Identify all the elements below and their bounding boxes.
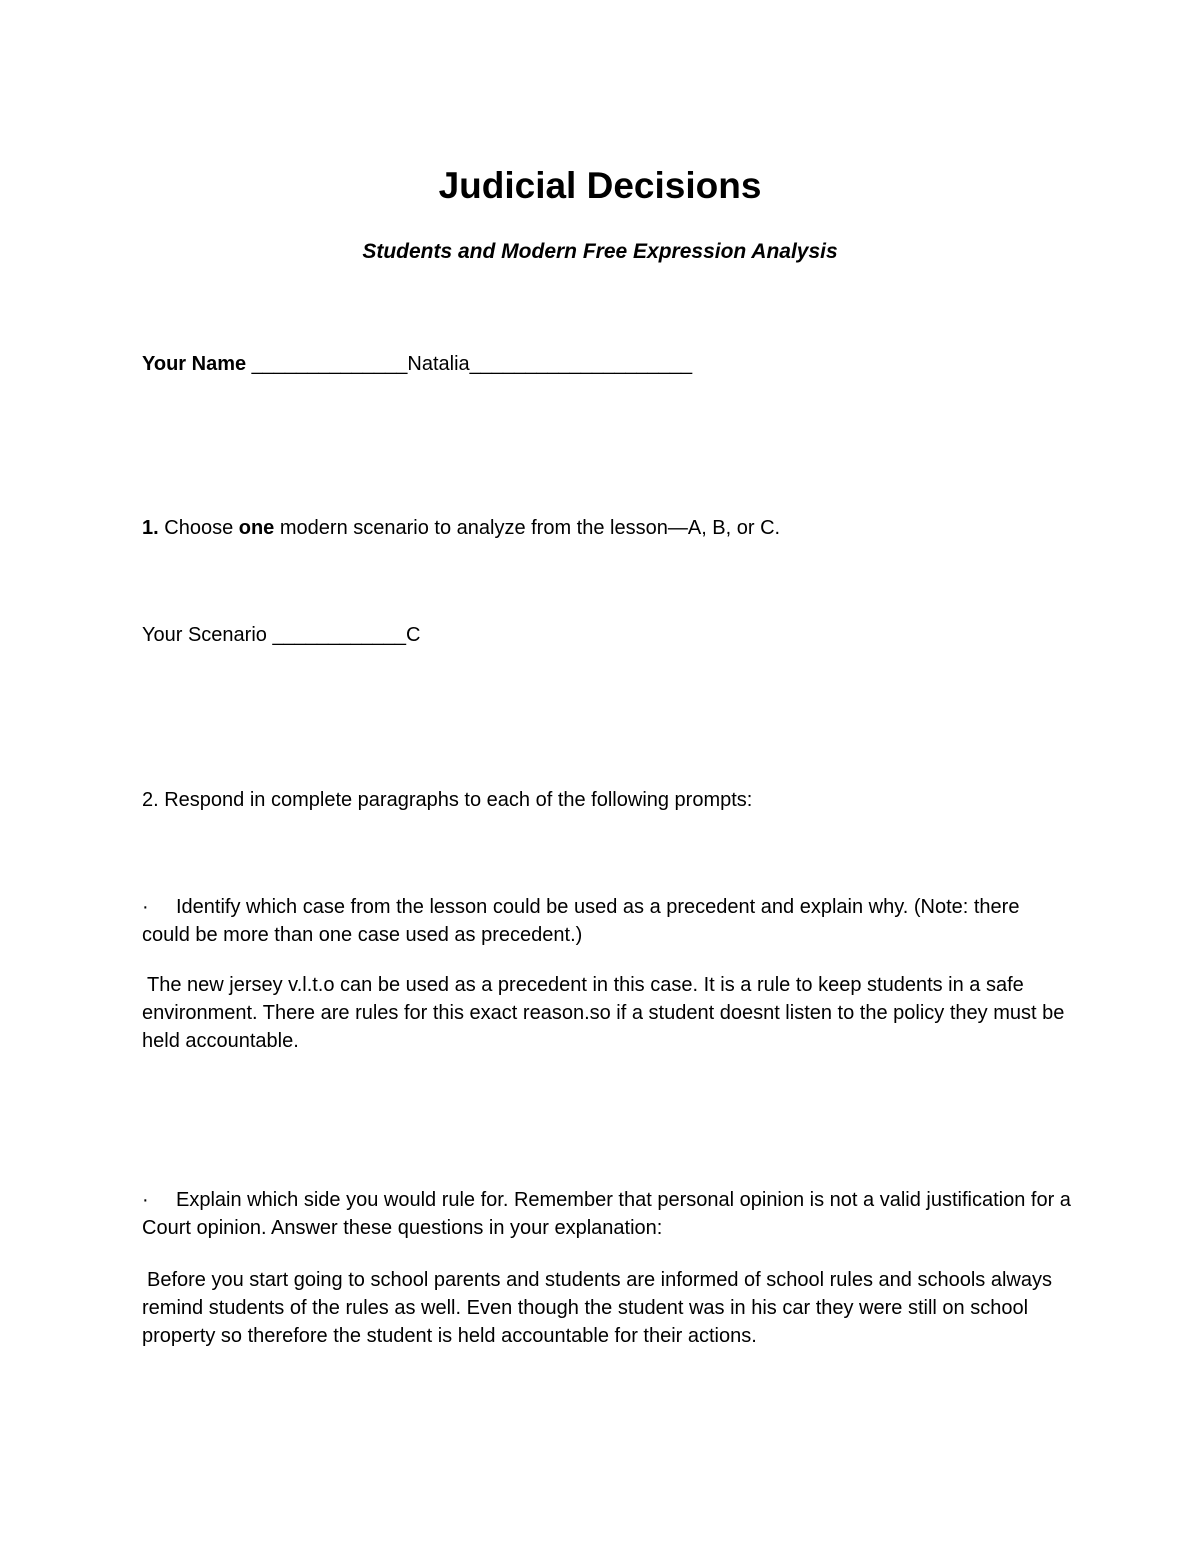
question-2: 2. Respond in complete paragraphs to each of the following prompts: [142,789,753,811]
question-1-text-after: modern scenario to analyze from the lesson—A, B, or C. [279,517,781,539]
question-1-text-before: Choose [164,517,234,539]
scenario-value: C [405,624,421,646]
answer-2: Before you start going to school parents and students are informed of school rules and schools always remind students of the rules as well. Even though the student was in his car they were still on school property so therefore the student is held accountable for their actions. [142,1269,1052,1347]
name-blank-before: ______________ [251,353,408,375]
question-1-emphasis: one [238,517,275,539]
question-1 [142,514,1072,542]
prompt-1-text: Identify which case from the lesson could be used as a precedent and explain why. (Note: there could be more than one case used as precedent.) [142,896,1020,946]
prompt-2 [142,1186,1072,1242]
name-label: Your Name [142,353,247,375]
document-subtitle: Students and Modern Free Expression Analysis [362,240,838,263]
scenario-blank: ____________ [272,624,406,646]
scenario-label: Your Scenario [142,624,267,646]
answer-1: The new jersey v.l.t.o can be used as a precedent in this case. It is a rule to keep students in a safe environment. There are rules for this exact reason.so if a student doesnt listen to the policy they must be held accountable. [142,974,1065,1052]
name-blank-after: ____________________ [469,353,693,375]
bullet-icon: · [142,896,149,918]
question-1-number: 1. [142,517,159,539]
document-title: Judicial Decisions [438,165,762,206]
bullet-icon: · [142,1189,149,1211]
name-value: Natalia [407,353,470,375]
scenario-line [142,621,1072,649]
name-line [142,350,1072,378]
prompt-1 [142,893,1072,949]
prompt-2-text: Explain which side you would rule for. Remember that personal opinion is not a valid justification for a Court opinion. Answer these questions in your explanation: [142,1189,1071,1239]
